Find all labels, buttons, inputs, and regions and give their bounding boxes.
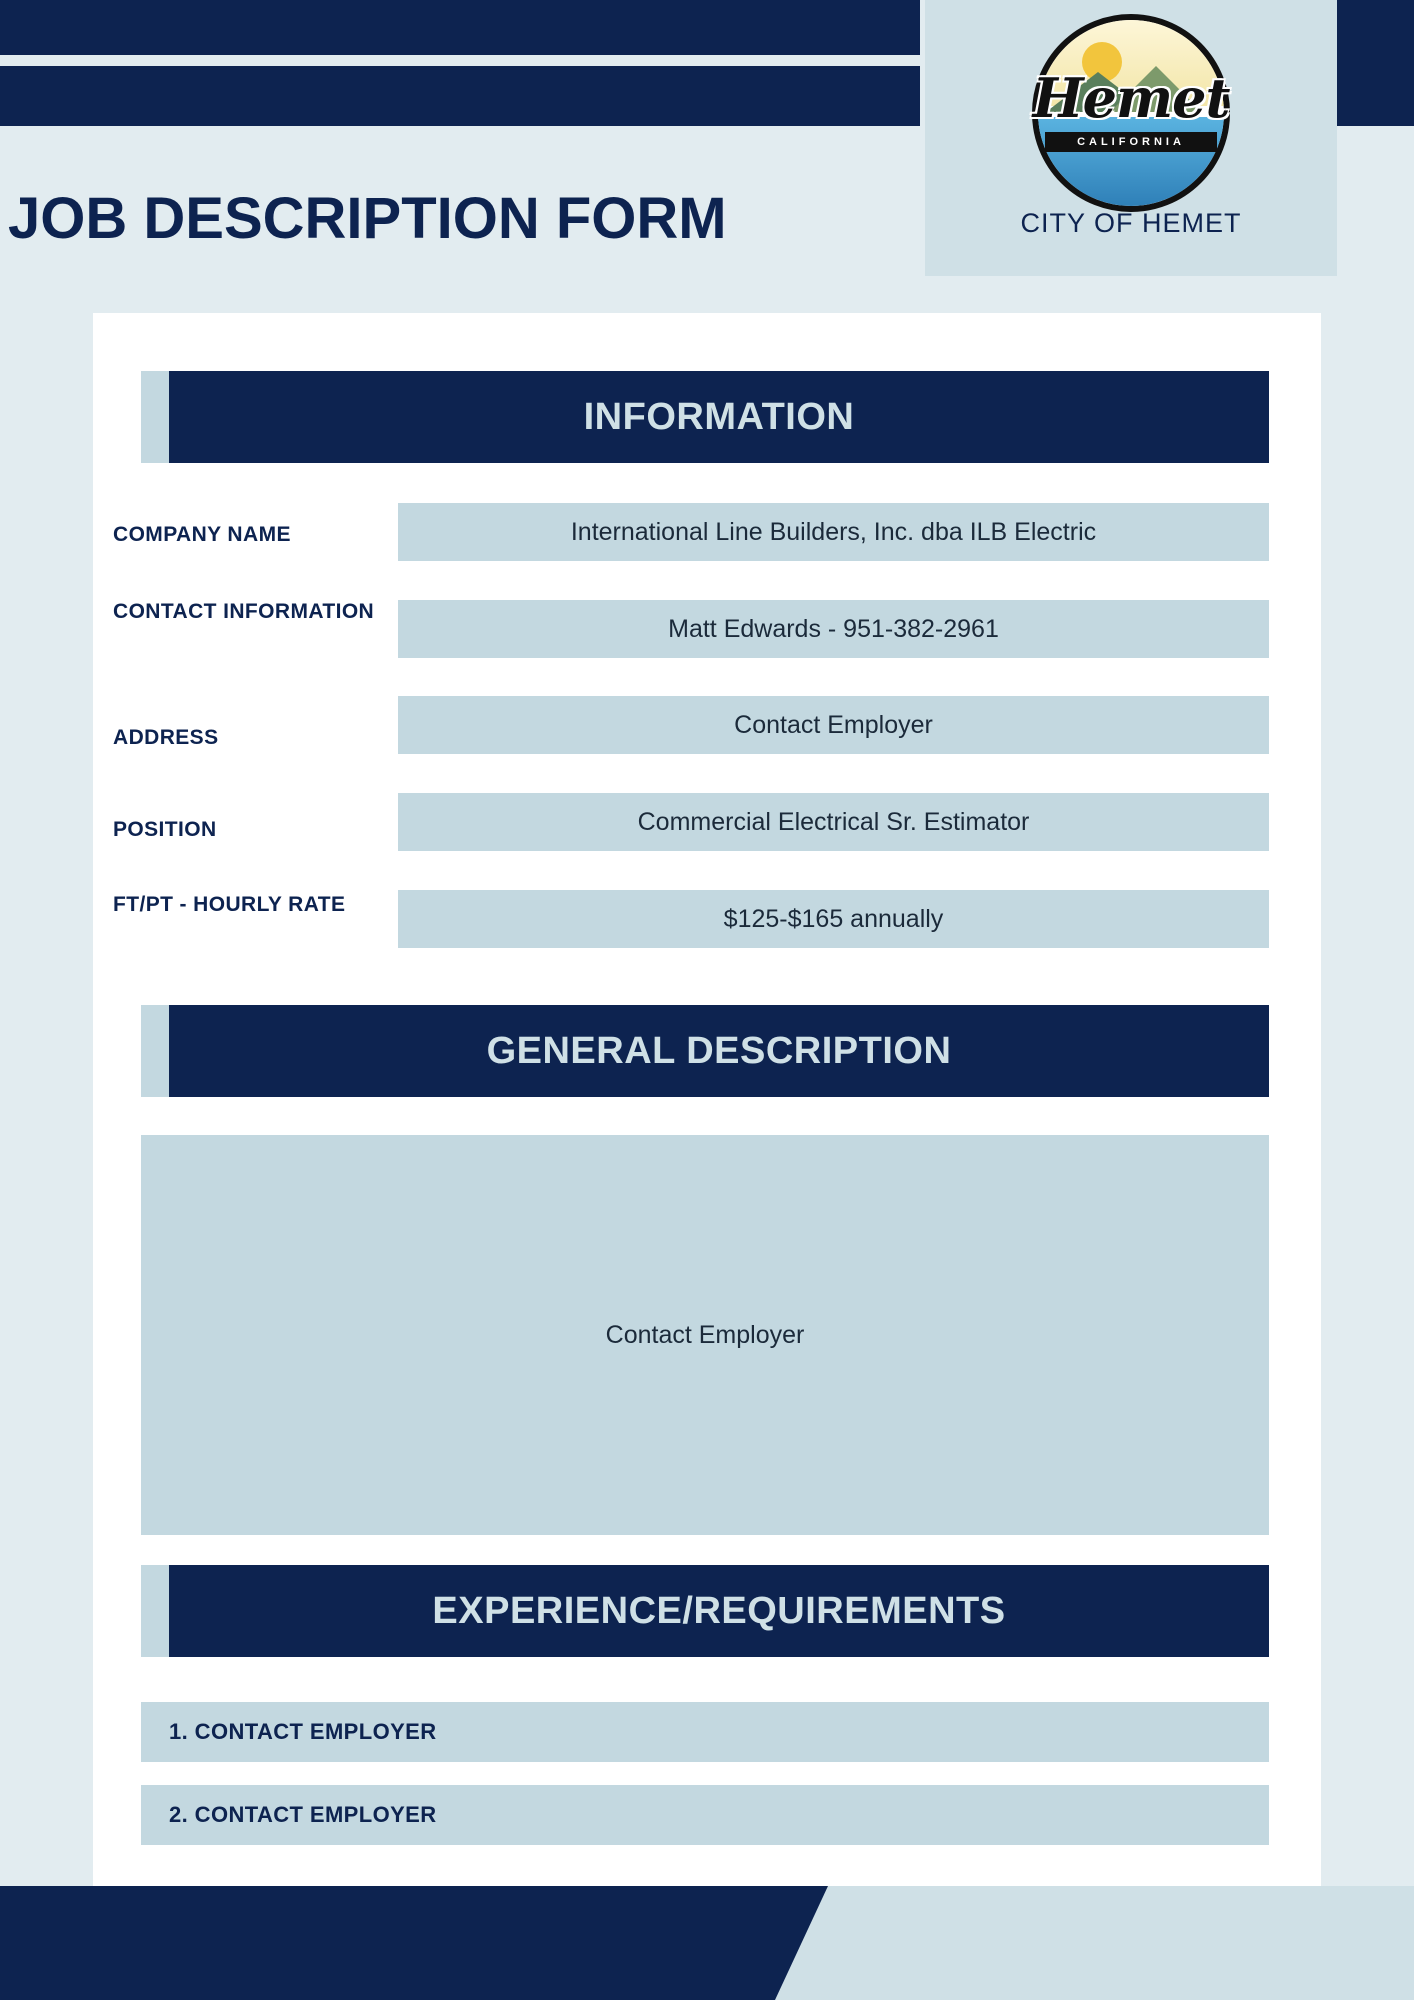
label-contact-information: CONTACT INFORMATION	[113, 600, 375, 623]
logo-caption: CITY OF HEMET	[1020, 208, 1242, 238]
label-ftpt-hourly-rate: FT/PT - HOURLY RATE	[113, 893, 346, 916]
bottom-light-wedge	[775, 1886, 1414, 2000]
navy-bar-lower	[0, 66, 920, 126]
section-tab	[141, 371, 169, 463]
general-description-body: Contact Employer	[141, 1135, 1269, 1535]
section-tab	[141, 1005, 169, 1097]
section-header-information	[141, 371, 1269, 463]
logo-band-text: CALIFORNIA	[1045, 132, 1217, 152]
logo-panel	[925, 0, 1337, 276]
navy-bar-right	[1336, 0, 1414, 126]
value-contact-information: Matt Edwards - 951-382-2961	[398, 600, 1269, 658]
hemet-city-logo-icon	[1027, 14, 1235, 202]
requirement-item-2: 2. CONTACT EMPLOYER	[141, 1785, 1269, 1845]
value-ftpt-hourly-rate: $125-$165 annually	[398, 890, 1269, 948]
label-address: ADDRESS	[113, 726, 219, 749]
section-tab	[141, 1565, 169, 1657]
label-position: POSITION	[113, 818, 217, 841]
logo-script-text: Hemet	[1032, 66, 1230, 130]
section-header-general-description	[141, 1005, 1269, 1097]
value-position: Commercial Electrical Sr. Estimator	[398, 793, 1269, 851]
label-company-name: COMPANY NAME	[113, 523, 291, 546]
navy-bar-upper	[0, 0, 920, 55]
requirement-item-1: 1. CONTACT EMPLOYER	[141, 1702, 1269, 1762]
section-header-experience-requirements	[141, 1565, 1269, 1657]
page-title: JOB DESCRIPTION FORM	[8, 186, 727, 251]
section-title-general-description: GENERAL DESCRIPTION	[169, 1005, 1269, 1097]
value-address: Contact Employer	[398, 696, 1269, 754]
water-icon	[1038, 117, 1224, 206]
value-company-name: International Line Builders, Inc. dba ILB Electric	[398, 503, 1269, 561]
section-title-information: INFORMATION	[169, 371, 1269, 463]
section-title-experience-requirements: EXPERIENCE/REQUIREMENTS	[169, 1565, 1269, 1657]
